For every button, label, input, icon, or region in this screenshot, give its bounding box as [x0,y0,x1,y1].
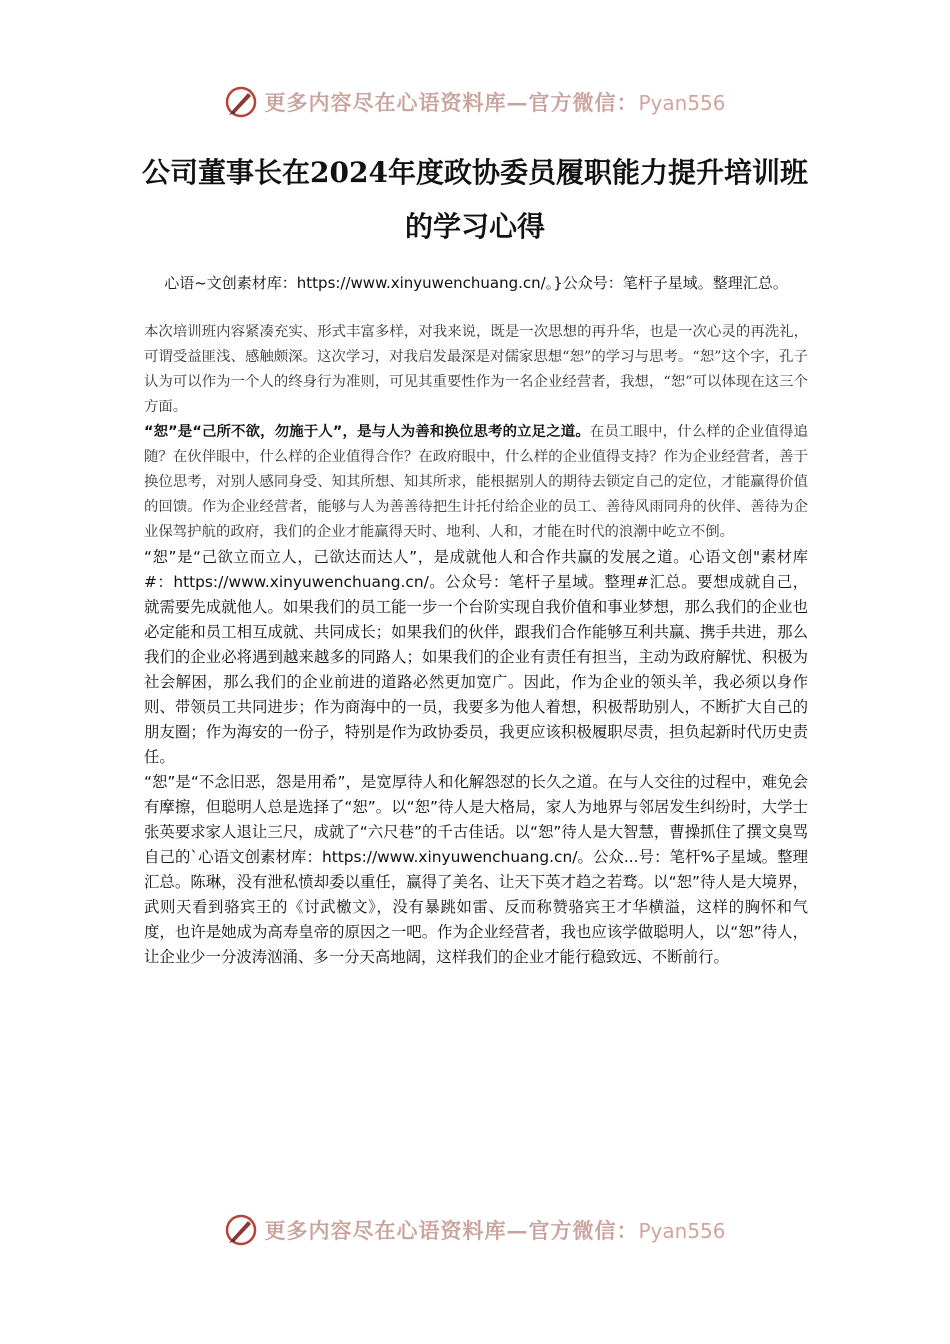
footer-banner [0,1208,950,1252]
banner-text: 更多内容尽在心语资料库—官方微信：Pyan556 [264,1218,726,1243]
banner-wechat-id: Pyan556 [638,91,726,115]
pen-logo-icon [224,1213,258,1247]
intro-paragraph: 本次培训班内容紧凑充实、形式丰富多样，对我来说，既是一次思想的再升华，也是一次心灵的再洗礼，可谓受益匪浅、感触颇深。这次学习，对我启发最深是对儒家思想“恕”的学习与思考。“恕”这个字，孔子认为可以作为一个人的终身行为准则，可见其重要性作为一名企业经营者，我想，“恕”可以体现在这三个方面。 [144,324,808,415]
paragraph-1-lead: “恕”是“己所不欲，勿施于人”，是与人为善和换位思考的立足之道。 [144,424,590,440]
banner-wechat-id: Pyan556 [638,1219,726,1243]
paragraph-1 [144,420,808,545]
source-line: 心语~文创素材库：https://www.xinyuwenchuang.cn/。}公众号：笔杆子星域。整理汇总。 [164,274,788,292]
document-title: 公司董事长在2024年度政协委员履职能力提升培训班的学习心得 [142,156,808,243]
paragraph-1-body: 在员工眼中，什么样的企业值得追随？在伙伴眼中，什么样的企业值得合作？在政府眼中，什么样的企业值得支持？作为企业经营者，善于换位思考，对别人感同身受、知其所想、知其所求，能根据别人的期待去锁定自己的定位，才能赢得价值的回馈。作为企业经营者，能够与人为善善待把生计托付给企业的员工、善待风雨同舟的伙伴、善待为企业保驾护航的政府，我们的企业才能赢得天时、地利、人和，才能在时代的浪潮中屹立不倒。 [144,424,808,540]
document-body [144,320,808,970]
paragraph-2: “恕”是“己欲立而立人，己欲达而达人”，是成就他人和合作共赢的发展之道。心语文创"素材库#：https://www.xinyuwenchuang.cn/。公众号：笔杆子星域。整理#汇总。要想成就自己，就需要先成就他人。如果我们的员工能一步一个台阶实现自我价值和事业梦想，那么我们的企业也必定能和员工相互成就、共同成长；如果我们的伙伴，跟我们合作能够互利共赢、携手共进，那么我们的企业必将遇到越来越多的同路人；如果我们的企业有责任有担当，主动为政府解忧、积极为社会解困，那么我们的企业前进的道路必然更加宽广。因此，作为企业的领头羊，我必须以身作则、带领员工共同进步；作为商海中的一员，我要多为他人着想，积极帮助别人，不断扩大自己的朋友圈；作为海安的一份子，特别是作为政协委员，我更应该积极履职尽责，担负起新时代历史责任。 [144,548,808,766]
pen-logo-icon [224,85,258,119]
paragraph-3: “恕”是“不念旧恶，怨是用希”，是宽厚待人和化解怨怼的长久之道。在与人交往的过程中，难免会有摩擦，但聪明人总是选择了“恕”。以“恕”待人是大格局，家人为地界与邻居发生纠纷时，大学士张英要求家人退让三尺，成就了“六尺巷”的千古佳话。以“恕”待人是大智慧，曹操抓住了撰文臭骂自己的`心语文创素材库：https://www.xinyuwenchuang.cn/。公众...号：笔杆%子星域。整理汇总。陈琳，没有泄私愤却委以重任，赢得了美名、让天下英才趋之若骛。以“恕”待人是大境界，武则天看到骆宾王的《讨武檄文》，没有暴跳如雷、反而称赞骆宾王才华横溢，这样的胸怀和气度，也许是她成为高寿皇帝的原因之一吧。作为企业经营者，我也应该学做聪明人，以“恕”待人，让企业少一分波涛汹涌、多一分天高地阔，这样我们的企业才能行稳致远、不断前行。 [144,773,808,966]
header-banner [0,80,950,124]
banner-text: 更多内容尽在心语资料库—官方微信：Pyan556 [264,90,726,115]
